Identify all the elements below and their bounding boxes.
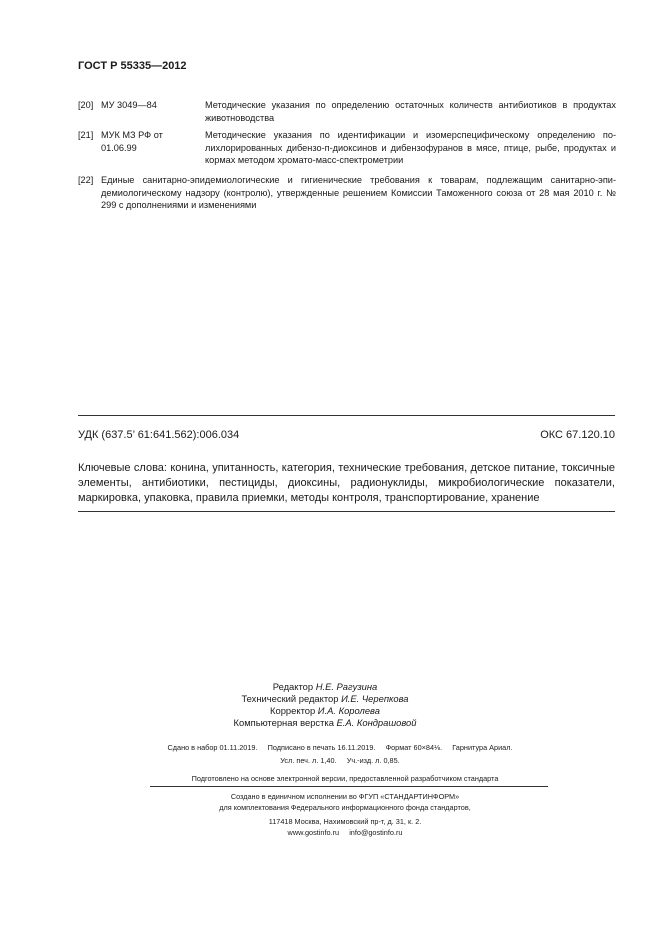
imprint-created: Создано в единичном исполнении во ФГУП «СТАНДАРТИНФОРМ» xyxy=(230,792,460,801)
divider xyxy=(78,511,615,512)
staff-corrector xyxy=(190,705,460,718)
reference-text: Единые санитарно-эпидемиологические и гигиенические требования к товарам, подлежащим санитарно-эпидемиологическому надзору (контролю), утвержденные решением Комиссии Таможенного союза от 28 мая 2010 г. № 299 с дополнениями и изменениями xyxy=(101,175,616,211)
keywords-paragraph: Ключевые слова: конина, упитанность, категория, технические требования, детское питание, токсичные элементы, антибиотики, пестициды, диоксины, радионуклиды, микробиологические показатели, маркировка, упаковка, правила приемки, методы контроля, транспортирование, хранение xyxy=(78,462,615,505)
staff-layout xyxy=(190,717,460,730)
oks-code: ОКС 67.120.10 xyxy=(540,429,615,441)
staff-tech-editor xyxy=(190,693,460,706)
imprint-divider xyxy=(150,786,548,787)
staff-name: И.Е. Черепкова xyxy=(341,693,409,704)
imprint-contacts: www.gostinfo.ru info@gostinfo.ru xyxy=(287,828,403,837)
reference-number: [21] xyxy=(78,130,94,140)
divider xyxy=(78,415,615,416)
staff-name: И.А. Королева xyxy=(317,705,380,716)
reference-code: МУ 3049—84 xyxy=(101,100,157,110)
imprint-volume: Усл. печ. л. 1,40. Уч.-изд. л. 0,85. xyxy=(280,756,400,765)
reference-number: [20] xyxy=(78,100,94,110)
staff-role: Редактор xyxy=(272,681,314,692)
staff-editor xyxy=(190,681,460,694)
imprint-prepared: Подготовлено на основе электронной версии, предоставленной разработчиком стандарта xyxy=(191,774,499,783)
udk-code: УДК (637.5’ 61:641.562):006.034 xyxy=(78,429,240,441)
staff-name: Н.Е. Рагузина xyxy=(315,681,378,692)
staff-role: Технический редактор xyxy=(241,693,339,704)
imprint-print-details: Сдано в набор 01.11.2019. Подписано в печать 16.11.2019. Формат 60×84⅛. Гарнитура Ариал. xyxy=(167,743,513,752)
imprint-address: 117418 Москва, Нахимовский пр-т, д. 31, к. 2. xyxy=(268,817,422,826)
document-code: ГОСТ Р 55335—2012 xyxy=(78,60,187,72)
reference-code: МУК МЗ РФ от 01.06.99 xyxy=(101,130,163,153)
reference-text: Методические указания по определению остаточных количеств антибиотиков в продуктах животноводства xyxy=(205,100,616,123)
staff-role: Корректор xyxy=(270,705,316,716)
reference-text: Методические указания по идентификации и изомерспецифическому определению полихлорированных дибензо-п-диоксинов и дибензофуранов в мясе, птице, рыбе, продуктах и кормах методом хромато-масс-спектрометрии xyxy=(205,130,616,166)
reference-number: [22] xyxy=(78,175,94,185)
staff-role: Компьютерная верстка xyxy=(233,717,334,728)
imprint-purpose: для комплектования Федерального информационного фонда стандартов, xyxy=(219,803,471,812)
staff-name: Е.А. Кондрашовой xyxy=(336,717,417,728)
